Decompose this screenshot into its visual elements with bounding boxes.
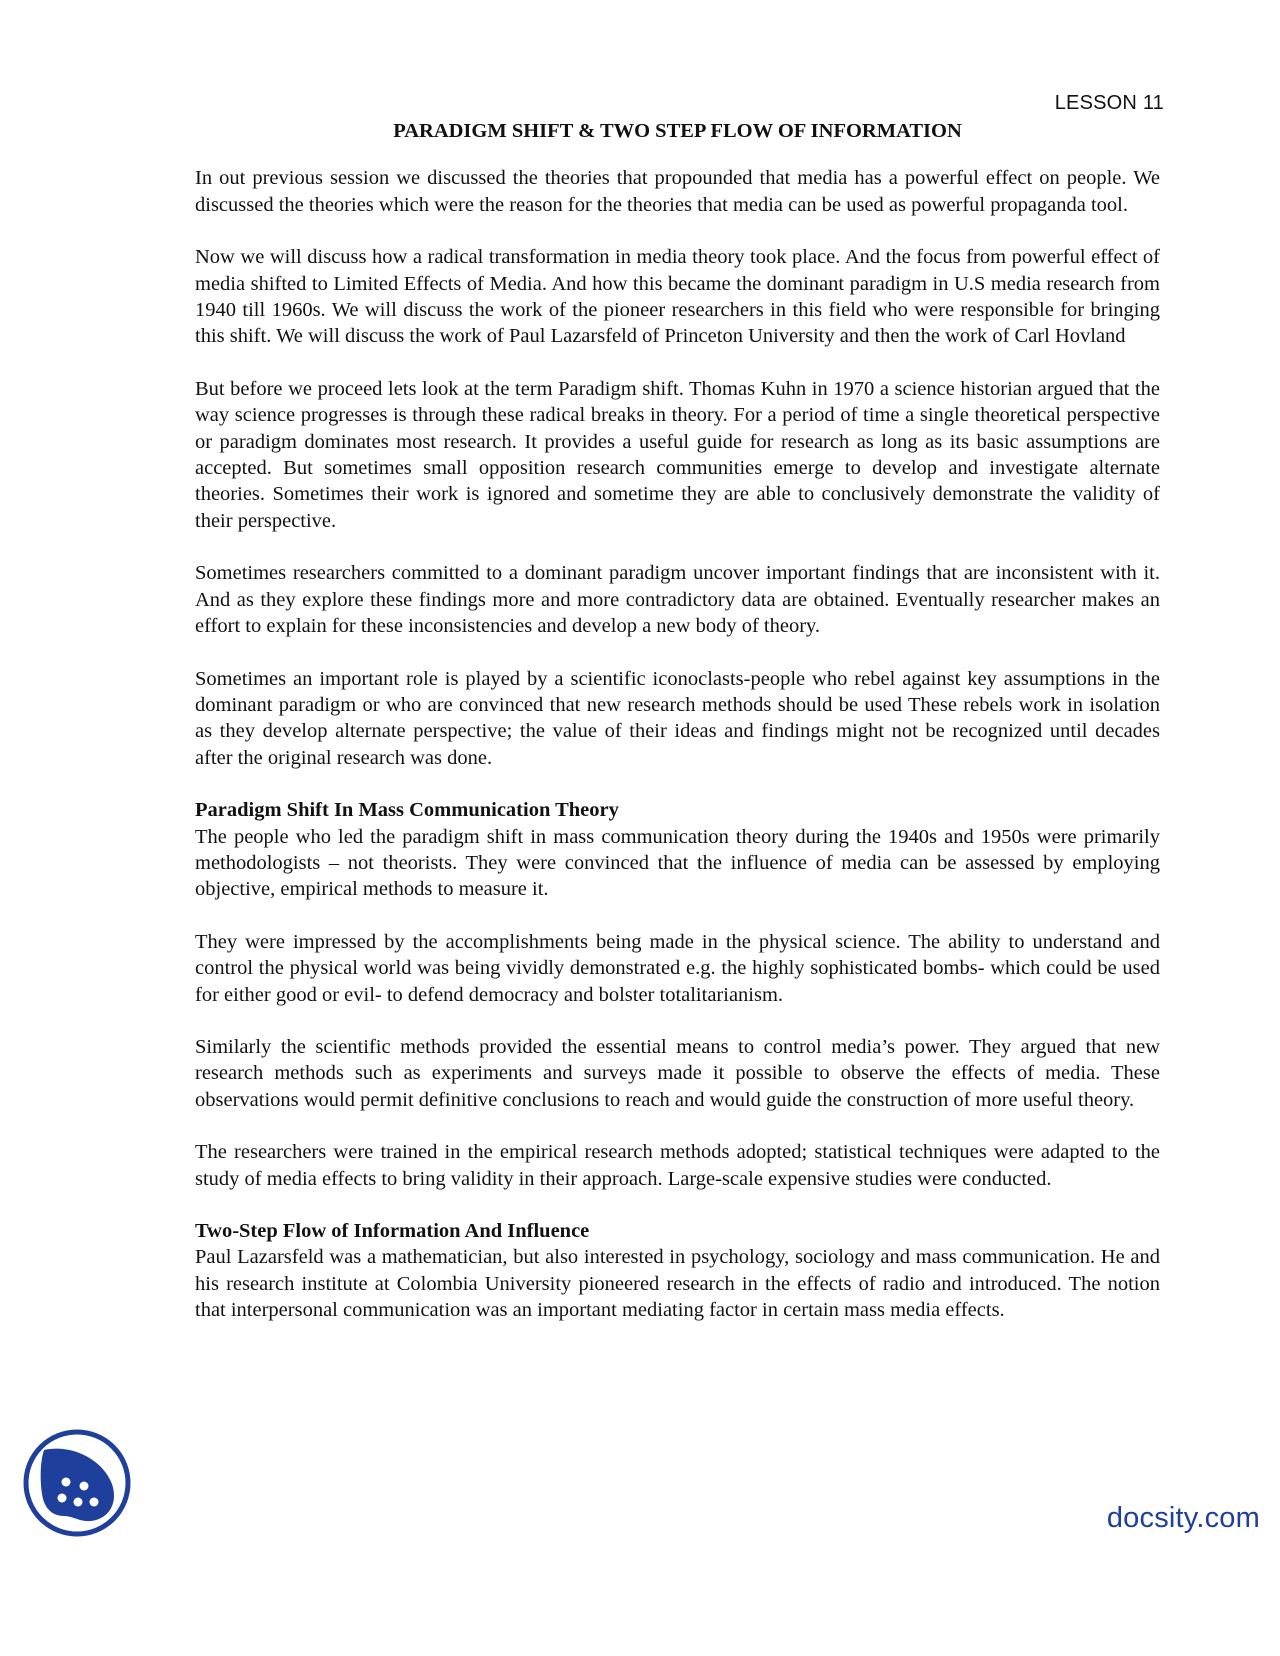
docsity-logo-icon[interactable] — [22, 1428, 132, 1538]
docsity-brand-link[interactable]: docsity.com — [1106, 1502, 1260, 1534]
paragraph-9: The researchers were trained in the empirical research methods adopted; statistical techniques were adapted to the study of media effects to bring validity in their approach. Large-scale expensive studies were conducted. — [195, 1141, 1160, 1190]
paragraph-10: Paul Lazarsfeld was a mathematician, but also interested in psychology, sociology and mass communication. He and his research institute at Colombia University pioneered research in the effects of radio and introduced. The notion that interpersonal communication was an important mediating factor in certain mass media effects. — [195, 1246, 1160, 1322]
document-content — [195, 118, 1160, 1350]
page-title: PARADIGM SHIFT & TWO STEP FLOW OF INFORMATION — [393, 120, 962, 142]
paragraph-7: They were impressed by the accomplishments being made in the physical science. The ability to understand and control the physical world was being vividly demonstrated e.g. the highly sophisticated bombs- which could be used for either good or evil- to defend democracy and bolster totalitarianism. — [195, 930, 1160, 1006]
paragraph-2: Now we will discuss how a radical transformation in media theory took place. And the focus from powerful effect of media shifted to Limited Effects of Media. And how this became the dominant paradigm in U.S media research from 1940 till 1960s. We will discuss the work of the pioneer researchers in this field who were responsible for bringing this shift. We will discuss the work of Paul Lazarsfeld of Princeton University and then the work of Carl Hovland — [195, 246, 1160, 348]
section-heading-paradigm-shift: Paradigm Shift In Mass Communication Theory — [195, 799, 619, 822]
paragraph-3: But before we proceed lets look at the term Paradigm shift. Thomas Kuhn in 1970 a science historian argued that the way science progresses is through these radical breaks in theory. For a period of time a single theoretical perspective or paradigm dominates most research. It provides a useful guide for research as long as its basic assumptions are accepted. But sometimes small opposition research communities emerge to develop and investigate alternate theories. Sometimes their work is ignored and sometime they are able to conclusively demonstrate the validity of their perspective. — [195, 377, 1160, 532]
paragraph-4: Sometimes researchers committed to a dominant paradigm uncover important findings that are inconsistent with it. And as they explore these findings more and more contradictory data are obtained. Eventually researcher makes an effort to explain for these inconsistencies and develop a new body of theory. — [195, 562, 1160, 638]
section-heading-two-step-flow: Two-Step Flow of Information And Influence — [195, 1220, 590, 1242]
paragraph-5: Sometimes an important role is played by a scientific iconoclasts-people who rebel against key assumptions in the dominant paradigm or who are convinced that new research methods should be used These rebels work in isolation as they develop alternate perspective; the value of their ideas and findings might not be recognized until decades after the original research was done. — [195, 667, 1160, 769]
paragraph-6: The people who led the paradigm shift in mass communication theory during the 1940s and 1950s were primarily methodologists – not theorists. They were convinced that the influence of media can be assessed by employing objective, empirical methods to measure it. — [195, 825, 1160, 901]
paragraph-1: In out previous session we discussed the theories that propounded that media has a powerful effect on people. We discussed the theories which were the reason for the theories that media can be used as powerful propaganda tool. — [195, 167, 1160, 216]
lesson-number: LESSON 11 — [1054, 92, 1164, 114]
paragraph-8: Similarly the scientific methods provided the essential means to control media’s power. They argued that new research methods such as experiments and surveys made it possible to observe the effects of media. These observations would permit definitive conclusions to reach and would guide the construction of more useful theory. — [195, 1035, 1160, 1111]
